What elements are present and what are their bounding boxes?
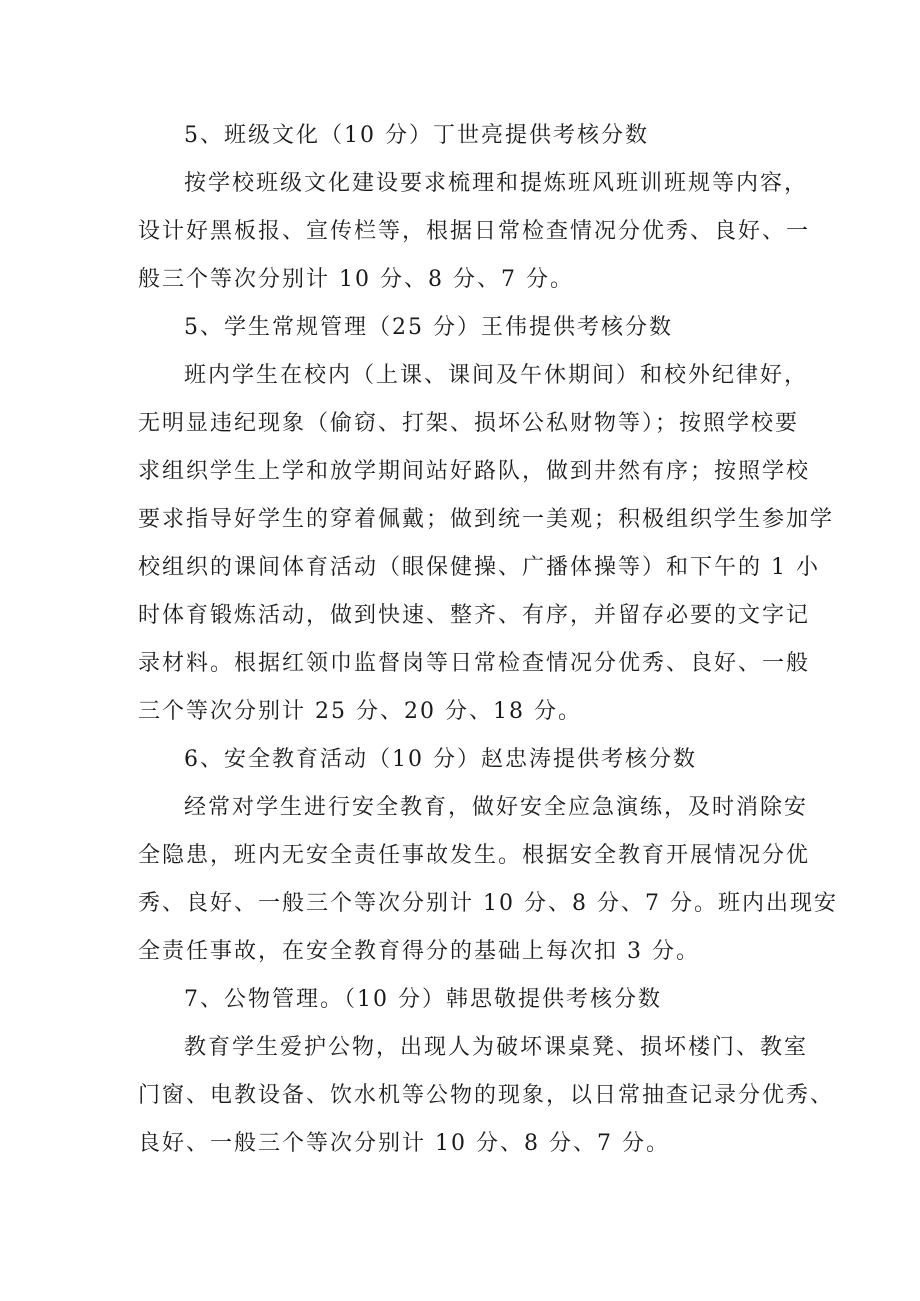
paragraph-line: 全责任事故，在安全教育得分的基础上每次扣 3 分。 [138,939,700,964]
paragraph-line: 要求指导好学生的穿着佩戴；做到统一美观；积极组织学生参加学 [138,507,835,532]
section-heading: 5、班级文化（10 分）丁世亮提供考核分数 [184,123,649,148]
section-public-property [138,976,835,1168]
paragraph-line: 全隐患，班内无安全责任事故发生。根据安全教育开展情况分优 [138,843,811,868]
paragraph-line: 无明显违纪现象（偷窃、打架、损坏公私财物等）；按照学校要 [138,411,800,436]
paragraph-line: 般三个等次分别计 10 分、8 分、7 分。 [138,267,574,292]
section-student-routine [138,304,835,736]
paragraph-line: 门窗、电教设备、饮水机等公物的现象，以日常抽查记录分优秀、 [138,1083,835,1108]
paragraph-line: 求组织学生上学和放学期间站好路队，做到井然有序；按照学校 [138,459,811,484]
paragraph-line: 教育学生爱护公物，出现人为破坏课桌凳、损坏楼门、教室 [184,1035,809,1060]
section-heading: 6、安全教育活动（10 分）赵忠涛提供考核分数 [184,747,697,772]
section-heading: 5、学生常规管理（25 分）王伟提供考核分数 [184,315,673,340]
section-safety-education [138,736,838,976]
paragraph-line: 时体育锻炼活动，做到快速、整齐、有序，并留存必要的文字记 [138,603,811,628]
paragraph-line: 按学校班级文化建设要求梳理和提炼班风班训班规等内容， [184,171,809,196]
paragraph-line: 良好、一般三个等次分别计 10 分、8 分、7 分。 [138,1131,670,1156]
paragraph-line: 经常对学生进行安全教育，做好安全应急演练，及时消除安 [184,795,809,820]
paragraph-line: 校组织的课间体育活动（眼保健操、广播体操等）和下午的 1 小 [138,555,820,580]
section-class-culture [138,112,810,304]
document-page [138,112,838,1168]
paragraph-line: 班内学生在校内（上课、课间及午休期间）和校外纪律好， [184,363,809,388]
paragraph-line: 设计好黑板报、宣传栏等，根据日常检查情况分优秀、良好、一 [138,219,811,244]
paragraph-line: 录材料。根据红领巾监督岗等日常检查情况分优秀、良好、一般 [138,651,811,676]
paragraph-line: 秀、良好、一般三个等次分别计 10 分、8 分、7 分。班内出现安 [138,891,838,916]
section-heading: 7、公物管理。（10 分）韩思敬提供考核分数 [184,987,662,1012]
paragraph-line: 三个等次分别计 25 分、20 分、18 分。 [138,699,582,724]
